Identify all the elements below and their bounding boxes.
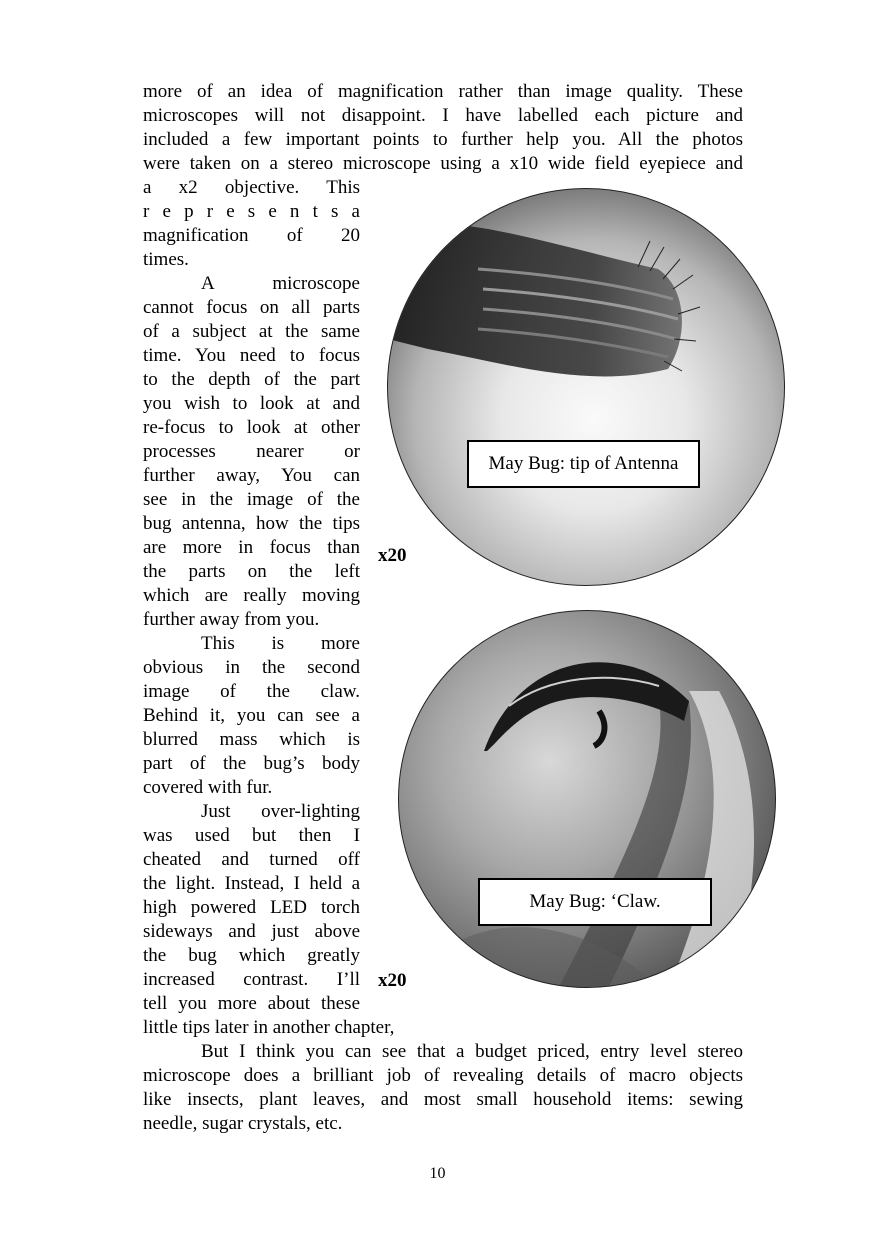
- column-line: the bug which greatly: [143, 945, 360, 966]
- column-line: little tips later in another chapter,: [143, 1017, 395, 1038]
- column-line: you wish to look at and: [143, 393, 360, 414]
- column-line: further away from you.: [143, 609, 320, 630]
- intro-line: included a few important points to further help you. All the photos: [143, 129, 743, 150]
- column-line: further away, You can: [143, 465, 360, 486]
- column-line: part of the bug’s body: [143, 753, 360, 774]
- caption-text: May Bug: ‘Claw.: [529, 891, 661, 912]
- column-line: This is more: [201, 633, 360, 654]
- closing-line: But I think you can see that a budget priced, entry level stereo: [201, 1041, 743, 1062]
- column-line: obvious in the second: [143, 657, 360, 678]
- column-line: tell you more about these: [143, 993, 360, 1014]
- column-line: to the depth of the part: [143, 369, 360, 390]
- magnification-label: x20: [378, 970, 407, 991]
- intro-line: were taken on a stereo microscope using a x10 wide field eyepiece and: [143, 153, 743, 174]
- closing-line: needle, sugar crystals, etc.: [143, 1113, 343, 1134]
- column-line: cannot focus on all parts: [143, 297, 360, 318]
- magnification-label: x20: [378, 545, 407, 566]
- column-line: covered with fur.: [143, 777, 273, 798]
- figure-caption-claw: [478, 878, 712, 926]
- intro-line: microscopes will not disappoint. I have labelled each picture and: [143, 105, 743, 126]
- column-line: which are really moving: [143, 585, 360, 606]
- column-line: Behind it, you can see a: [143, 705, 360, 726]
- column-line: times.: [143, 249, 189, 270]
- column-line: see in the image of the: [143, 489, 360, 510]
- column-line: the parts on the left: [143, 561, 360, 582]
- column-line: was used but then I: [143, 825, 360, 846]
- figure-caption-antenna: [467, 440, 700, 488]
- column-line: magnification of 20: [143, 225, 360, 246]
- page-number: 10: [429, 1165, 446, 1182]
- column-line: are more in focus than: [143, 537, 360, 558]
- column-line: sideways and just above: [143, 921, 360, 942]
- column-line: blurred mass which is: [143, 729, 360, 750]
- column-line: re-focus to look at other: [143, 417, 360, 438]
- column-line: Just over-lighting: [201, 801, 360, 822]
- column-line: image of the claw.: [143, 681, 360, 702]
- antenna-photo: [387, 188, 785, 586]
- column-line: of a subject at the same: [143, 321, 360, 342]
- column-line: time. You need to focus: [143, 345, 360, 366]
- column-line: the light. Instead, I held a: [143, 873, 360, 894]
- intro-line: more of an idea of magnification rather than image quality. These: [143, 81, 743, 102]
- column-line: processes nearer or: [143, 441, 360, 462]
- claw-illustration: [399, 611, 775, 987]
- column-line: increased contrast. I’ll: [143, 969, 360, 990]
- claw-photo: [398, 610, 776, 988]
- column-line: cheated and turned off: [143, 849, 360, 870]
- column-line: r e p r e s e n t s a: [143, 201, 360, 222]
- closing-line: microscope does a brilliant job of revealing details of macro objects: [143, 1065, 743, 1086]
- column-line: high powered LED torch: [143, 897, 360, 918]
- antenna-illustration: [388, 189, 784, 585]
- caption-text: May Bug: tip of Antenna: [488, 453, 679, 474]
- column-line: bug antenna, how the tips: [143, 513, 360, 534]
- column-line: a x2 objective. This: [143, 177, 360, 198]
- column-line: A microscope: [201, 273, 360, 294]
- closing-line: like insects, plant leaves, and most small household items: sewing: [143, 1089, 743, 1110]
